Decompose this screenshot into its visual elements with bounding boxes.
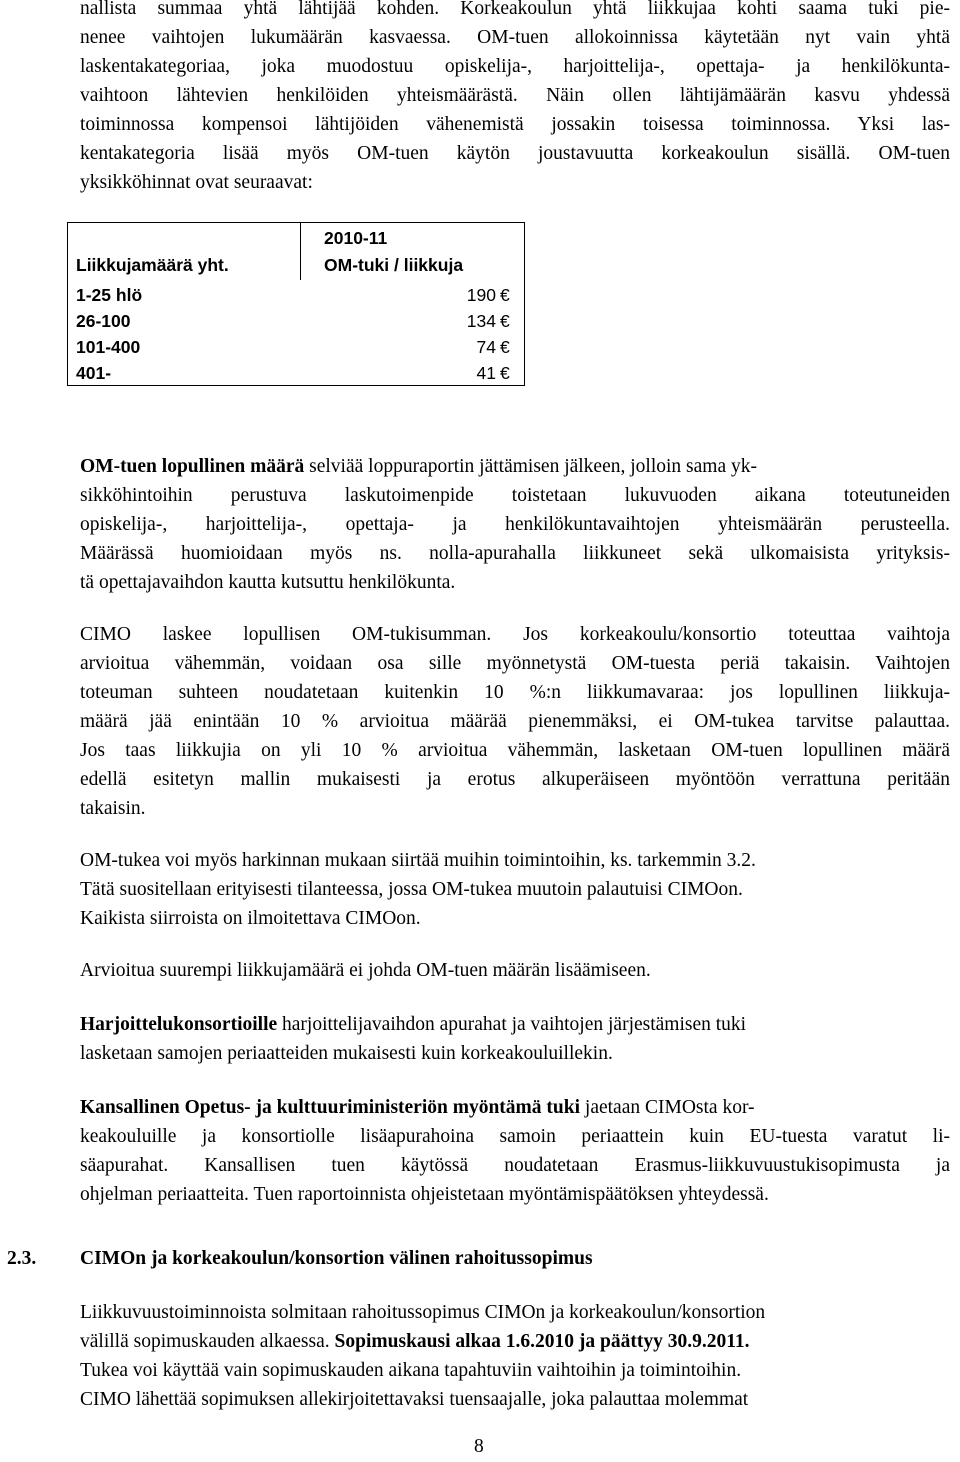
- table-cell-range: 26-100: [76, 311, 131, 331]
- text-run: harjoittelijavaihdon apurahat ja vaihtojen järjestämisen tuki: [277, 1014, 747, 1035]
- table-col-header-count: Liikkujamäärä yht.: [76, 255, 229, 275]
- text-line: toteuman suhteen noudatetaan kuitenkin 10 %:n liikkumavaraa: jos lopullinen liikkuja-: [80, 682, 950, 703]
- text-run: jaetaan CIMOsta kor-: [580, 1097, 755, 1118]
- text-line: laskentakategoriaa, joka muodostuu opiskelija-, harjoittelija-, opettaja- ja henkilökunta-: [80, 56, 950, 77]
- text-line: kentakategoria lisää myös OM-tuen käytön joustavuutta korkeakoulun sisällä. OM-tuen: [80, 143, 950, 164]
- text-line: sikköhintoihin perustuva laskutoimenpide toistetaan lukuvuoden aikana toteutuneiden: [80, 485, 950, 506]
- table-col-header-support: OM-tuki / liikkuja: [324, 255, 464, 275]
- text-line: ohjelman periaatteita. Tuen raportoinnista ohjeistetaan myöntämispäätöksen yhteydessä.: [80, 1184, 769, 1205]
- table-cell-value: 41: [476, 363, 496, 383]
- text-line: nenee vaihtojen lukumäärän kasvaessa. OM-tuen allokoinnissa käytetään nyt vain yhtä: [80, 27, 950, 48]
- table-cell-value: 74: [476, 337, 496, 357]
- text-line: nallista summaa yhtä lähtijää kohden. Korkeakoulun yhtä liikkujaa kohti saama tuki pie-: [80, 0, 950, 19]
- text-line: Tukea voi käyttää vain sopimuskauden aikana tapahtuviin vaihtoihin ja toimintoihin.: [80, 1360, 742, 1381]
- table-cell-range: 401-: [76, 363, 112, 383]
- text-line: CIMO laskee lopullisen OM-tukisumman. Jos korkeakoulu/konsortio toteuttaa vaihtoja: [80, 624, 950, 645]
- text-line: edellä esitetyn mallin mukaisesti ja erotus alkuperäiseen myöntöön verrattuna peritään: [80, 769, 950, 790]
- text-line: lasketaan samojen periaatteiden mukaisesti kuin korkeakouluillekin.: [80, 1043, 613, 1064]
- text-run: välillä sopimuskauden alkaessa.: [80, 1331, 335, 1352]
- text-line: arvioitua vähemmän, voidaan osa sille myönnetystä OM-tuesta periä takaisin. Vaihtojen: [80, 653, 950, 674]
- bold-term: OM-tuen lopullinen määrä: [80, 456, 305, 477]
- section-number: 2.3.: [7, 1248, 37, 1269]
- text-line: määrä jää enintään 10 % arvioitua määrää pienemmäksi, ei OM-tukea tarvitse palauttaa.: [80, 711, 950, 732]
- text-line: Määrässä huomioidaan myös ns. nolla-apurahalla liikkuneet sekä ulkomaisista yrityksis-: [80, 543, 950, 564]
- text-line: vaihtoon lähtevien henkilöiden yhteismäärästä. Näin ollen lähtijämäärän kasvu yhdessä: [80, 85, 950, 106]
- text-line: [80, 1093, 950, 1122]
- text-line: Liikkuvuustoiminnoista solmitaan rahoitussopimus CIMOn ja korkeakoulun/konsortion: [80, 1302, 766, 1323]
- estimate-paragraph: Arvioitua suurempi liikkujamäärä ei johda OM-tuen määrän lisäämiseen.: [80, 960, 651, 981]
- text-line: yksikköhinnat ovat seuraavat:: [80, 172, 313, 193]
- text-line: keakouluille ja konsortiolle lisäapurahoina samoin periaattein kuin EU-tuesta varatut li-: [80, 1126, 950, 1147]
- table-cell-value: 134: [466, 311, 496, 331]
- text-line: takaisin.: [80, 798, 146, 819]
- table-year-header: 2010-11: [324, 228, 388, 248]
- text-line: [80, 1327, 750, 1356]
- text-line: Tätä suositellaan erityisesti tilanteessa, jossa OM-tukea muutoin palautuisi CIMOon.: [80, 879, 743, 900]
- text-line: Jos taas liikkujia on yli 10 % arvioitua vähemmän, lasketaan OM-tuen lopullinen määrä: [80, 740, 950, 761]
- euro-symbol: €: [500, 337, 510, 357]
- text-run: selviää loppuraportin jättämisen jälkeen, jolloin sama yk-: [304, 456, 757, 477]
- euro-symbol: €: [500, 311, 510, 331]
- section-title: CIMOn ja korkeakoulun/konsortion välinen rahoitussopimus: [80, 1248, 593, 1269]
- text-line: Kaikista siirroista on ilmoitettava CIMOon.: [80, 908, 421, 929]
- text-line: [80, 1010, 746, 1039]
- text-line: [80, 452, 950, 481]
- page-number: 8: [474, 1436, 484, 1457]
- table-cell-value: 190: [466, 285, 496, 305]
- euro-symbol: €: [500, 363, 510, 383]
- text-line: säapurahat. Kansallisen tuen käytössä noudatetaan Erasmus-liikkuvuustukisopimusta ja: [80, 1155, 950, 1176]
- bold-term: Kansallinen Opetus- ja kulttuuriministeriön myöntämä tuki: [80, 1097, 581, 1118]
- bold-term: Harjoittelukonsortioille: [80, 1014, 278, 1035]
- text-line: opiskelija-, harjoittelija-, opettaja- ja henkilökuntavaihtojen yhteismäärän perusteella.: [80, 514, 950, 535]
- bold-term: Sopimuskausi alkaa 1.6.2010 ja päättyy 30.9.2011.: [334, 1331, 750, 1352]
- text-line: tä opettajavaihdon kautta kutsuttu henkilökunta.: [80, 572, 456, 593]
- euro-symbol: €: [500, 285, 510, 305]
- text-line: toiminnossa kompensoi lähtijöiden vähenemistä jossakin toisessa toiminnossa. Yksi las-: [80, 114, 950, 135]
- table-cell-range: 1-25 hlö: [76, 285, 143, 305]
- text-line: CIMO lähettää sopimuksen allekirjoitettavaksi tuensaajalle, joka palauttaa molemmat: [80, 1389, 749, 1410]
- table-cell-range: 101-400: [76, 337, 141, 357]
- text-line: OM-tukea voi myös harkinnan mukaan siirtää muihin toimintoihin, ks. tarkemmin 3.2.: [80, 850, 756, 871]
